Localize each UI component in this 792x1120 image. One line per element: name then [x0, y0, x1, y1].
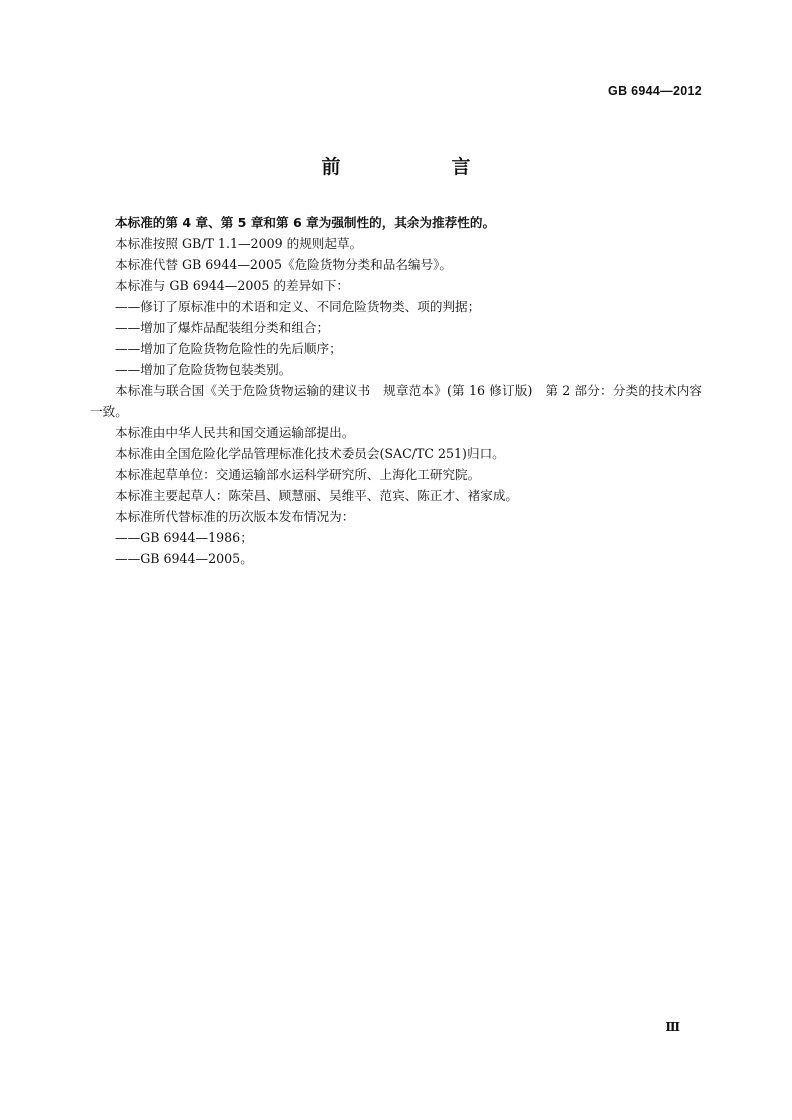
- drafting-rules-statement: 本标准按照 GB/T 1.1—2009 的规则起草。: [115, 236, 363, 251]
- replacement-statement: 本标准代替 GB 6944—2005《危险货物分类和品名编号》。: [115, 257, 452, 272]
- difference-item: ——增加了爆炸品配装组分类和组合；: [115, 320, 330, 335]
- history-item: ——GB 6944—2005。: [115, 551, 253, 566]
- standard-code-header: GB 6944—2012: [608, 84, 702, 98]
- differences-intro: 本标准与 GB 6944—2005 的差异如下：: [115, 278, 349, 293]
- un-consistency-statement: 本标准与联合国《关于危险货物运输的建议书 规章范本》(第 16 修订版) 第 2 部分：分类的技术内容一致。: [90, 383, 702, 419]
- drafting-units-statement: 本标准起草单位：交通运输部水运科学研究所、上海化工研究院。: [115, 467, 481, 482]
- history-item: ——GB 6944—1986；: [115, 530, 253, 545]
- difference-item: ——修订了原标准中的术语和定义、不同危险货物类、项的判据；: [115, 299, 481, 314]
- drafters-statement: 本标准主要起草人：陈荣昌、顾慧丽、吴维平、范宾、陈正才、褚家成。: [115, 488, 518, 503]
- difference-item: ——增加了危险货物危险性的先后顺序；: [115, 341, 342, 356]
- page-number: Ⅲ: [665, 1020, 680, 1034]
- committee-statement: 本标准由全国危险化学品管理标准化技术委员会(SAC/TC 251)归口。: [115, 446, 505, 461]
- mandatory-clause-statement: 本标准的第 4 章、第 5 章和第 6 章为强制性的，其余为推荐性的。: [115, 215, 496, 230]
- page-title: 前 言: [321, 156, 517, 178]
- difference-item: ——增加了危险货物包装类别。: [115, 362, 292, 377]
- foreword-body: [90, 212, 702, 569]
- history-intro: 本标准所代替标准的历次版本发布情况为：: [115, 509, 355, 524]
- proposer-statement: 本标准由中华人民共和国交通运输部提出。: [115, 425, 355, 440]
